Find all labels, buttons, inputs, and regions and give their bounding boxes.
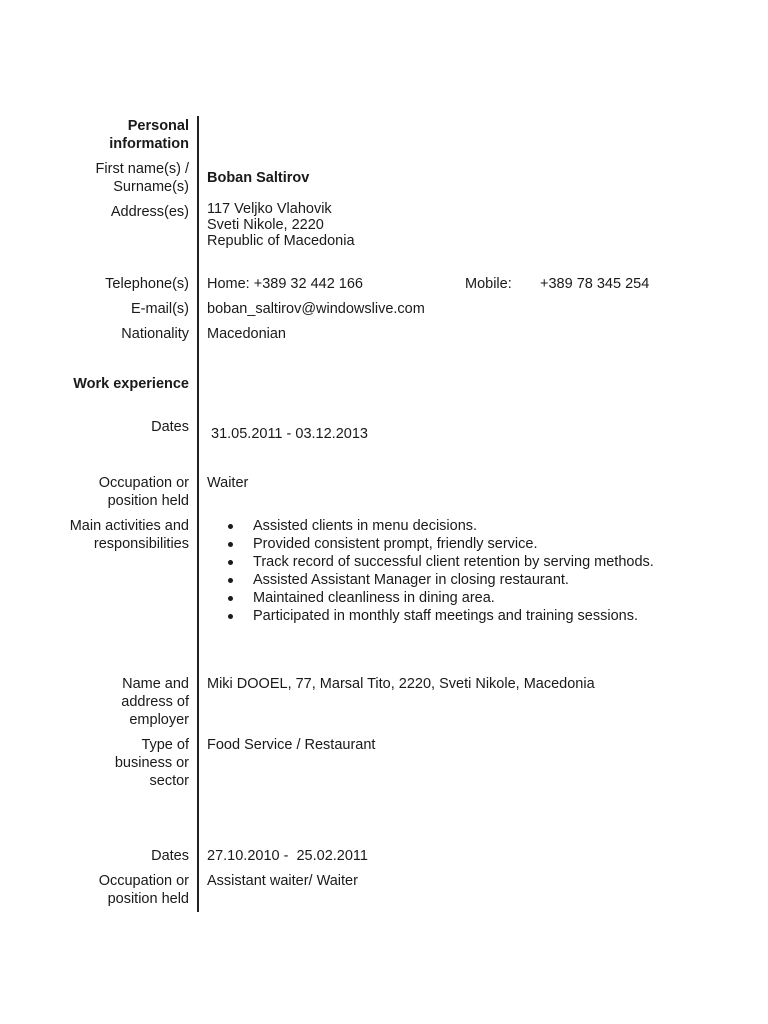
employer-label: Name and address of employer bbox=[121, 676, 189, 728]
bullet-icon bbox=[228, 524, 233, 529]
list-item: Assisted clients in menu decisions. bbox=[207, 517, 654, 535]
occupation-label-2: Occupation or position held bbox=[98, 873, 189, 907]
sector-label: Type of business or sector bbox=[114, 737, 189, 789]
job-1-occupation: Waiter bbox=[207, 475, 249, 491]
list-item: Track record of successful client retention by serving methods. bbox=[207, 553, 654, 571]
section-heading-work: Work experience bbox=[73, 376, 189, 392]
bullet-icon bbox=[228, 560, 233, 565]
dates-label-2: Dates bbox=[151, 848, 189, 864]
address-line-2: Sveti Nikole, 2220 bbox=[207, 217, 324, 233]
address-line-3: Republic of Macedonia bbox=[207, 233, 355, 249]
activities-label: Main activities and responsibilities bbox=[69, 518, 189, 552]
dates-label: Dates bbox=[151, 419, 189, 435]
section-heading-personal: Personal information bbox=[109, 118, 189, 152]
nationality-label: Nationality bbox=[121, 326, 189, 342]
bullet-icon bbox=[228, 542, 233, 547]
bullet-icon bbox=[228, 578, 233, 583]
job-1-sector: Food Service / Restaurant bbox=[207, 737, 376, 753]
nationality-value: Macedonian bbox=[207, 326, 286, 342]
column-divider bbox=[197, 116, 199, 912]
job-2-occupation: Assistant waiter/ Waiter bbox=[207, 873, 358, 889]
bullet-icon bbox=[228, 614, 233, 619]
occupation-label: Occupation or position held bbox=[98, 475, 189, 509]
job-1-dates: 31.05.2011 - 03.12.2013 bbox=[211, 426, 368, 442]
job-1-employer: Miki DOOEL, 77, Marsal Tito, 2220, Sveti Nikole, Macedonia bbox=[207, 676, 595, 692]
job-2-dates: 27.10.2010 - 25.02.2011 bbox=[207, 848, 368, 864]
telephone-label: Telephone(s) bbox=[105, 276, 189, 292]
list-item: Assisted Assistant Manager in closing restaurant. bbox=[207, 571, 654, 589]
name-label: First name(s) / Surname(s) bbox=[95, 161, 189, 195]
mobile-label: Mobile: bbox=[465, 276, 512, 292]
telephone-home: Home: +389 32 442 166 bbox=[207, 276, 363, 292]
bullet-icon bbox=[228, 596, 233, 601]
mobile-value: +389 78 345 254 bbox=[540, 276, 650, 292]
list-item: Participated in monthly staff meetings and training sessions. bbox=[207, 607, 654, 625]
list-item: Provided consistent prompt, friendly service. bbox=[207, 535, 654, 553]
address-line-1: 117 Veljko Vlahovik bbox=[207, 201, 332, 217]
address-label: Address(es) bbox=[110, 204, 189, 220]
email-value: boban_saltirov@windowslive.com bbox=[207, 301, 425, 317]
job-1-activities-list bbox=[207, 517, 654, 625]
list-item: Maintained cleanliness in dining area. bbox=[207, 589, 654, 607]
email-label: E-mail(s) bbox=[131, 301, 189, 317]
name-value: Boban Saltirov bbox=[207, 170, 310, 186]
